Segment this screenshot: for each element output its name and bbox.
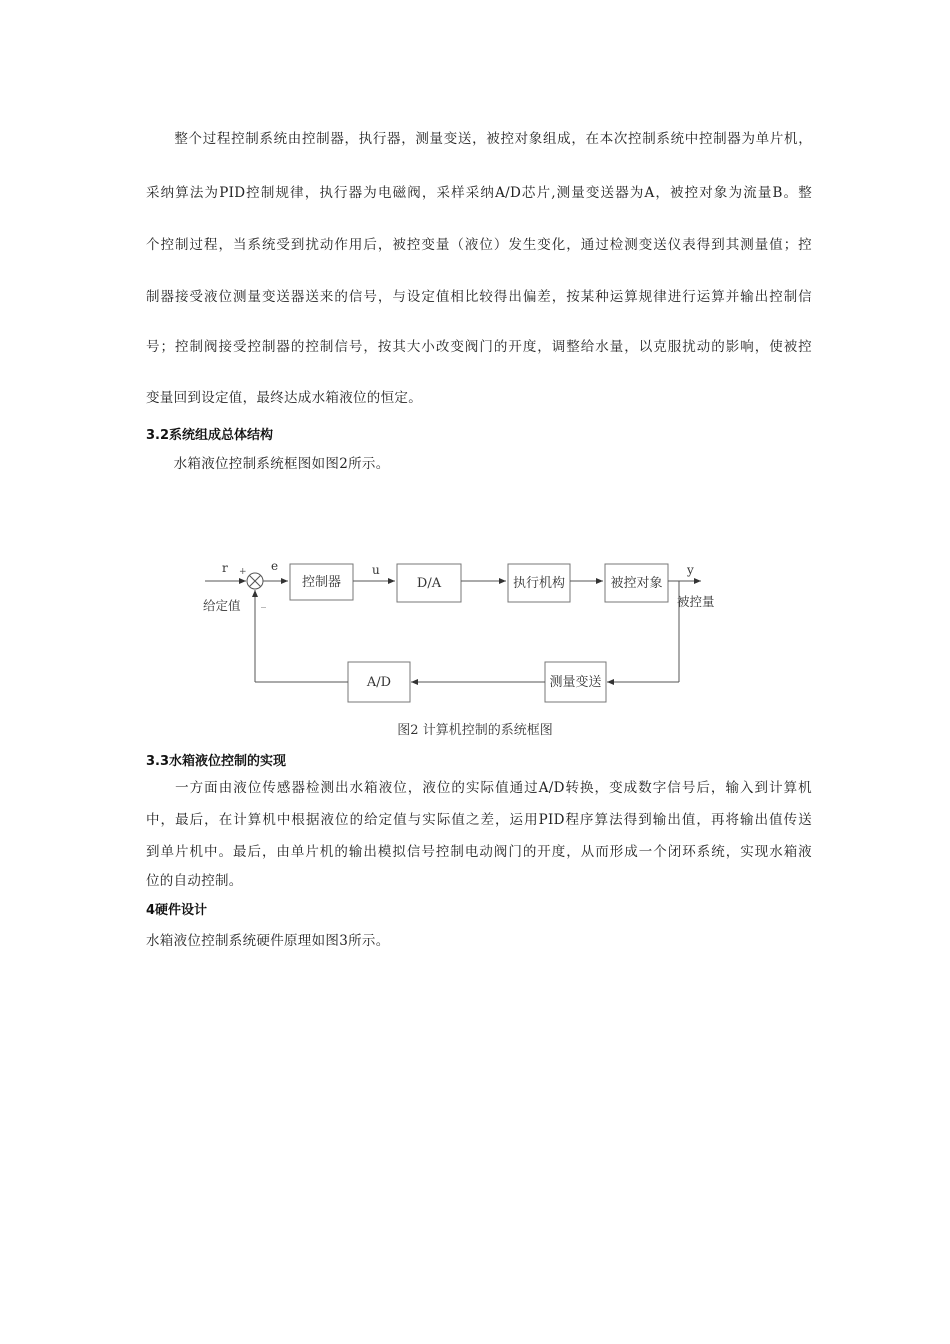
error-symbol: e [271, 559, 279, 573]
intro-line-6: 变量回到设定值，最终达成水箱液位的恒定。 [146, 390, 422, 406]
minus-sign: _ [261, 597, 266, 608]
section-3-3-heading: 3.3水箱液位控制的实现 [146, 754, 287, 769]
figure-2-caption: 图2 计算机控制的系统框图 [397, 723, 553, 738]
section-3-3-line-3: 到单片机中。最后，由单片机的输出模拟信号控制电动阀门的开度，从而形成一个闭环系统，实现水箱液 [146, 844, 812, 860]
section-3-3-line-4: 位的自动控制。 [146, 873, 243, 889]
section-4-heading: 4硬件设计 [146, 903, 208, 918]
input-symbol: r [222, 561, 228, 575]
intro-line-5: 号；控制阀接受控制器的控制信号，按其大小改变阀门的开度，调整给水量，以克服扰动的影响，使被控 [146, 339, 812, 355]
ad-label: A/D [366, 675, 392, 690]
intro-line-3: 个控制过程，当系统受到扰动作用后，被控变量（液位）发生变化，通过检测变送仪表得到其测量值；控 [146, 237, 812, 253]
control-symbol: u [372, 563, 380, 577]
summing-junction [247, 573, 263, 589]
input-label: 给定值 [203, 598, 241, 613]
da-label: D/A [416, 576, 442, 591]
section-3-3-line-2: 中，最后，在计算机中根据液位的给定值与实际值之差，运用PID程序算法得到输出值，再将输出值传送 [146, 812, 812, 828]
plant-label: 被控对象 [610, 576, 663, 591]
section-3-2-heading: 3.2系统组成总体结构 [146, 428, 274, 443]
section-4-text: 水箱液位控制系统硬件原理如图3所示。 [146, 933, 390, 949]
sensor-label: 测量变送 [549, 675, 602, 690]
plus-sign: + [239, 567, 247, 577]
actuator-label: 执行机构 [512, 576, 566, 591]
control-block-diagram [195, 550, 735, 710]
intro-line-2: 采纳算法为PID控制规律，执行器为电磁阀，采样采纳A/D芯片,测量变送器为A，被控对象为流量B。整 [146, 185, 812, 201]
section-3-3-line-1: 一方面由液位传感器检测出水箱液位，液位的实际值通过A/D转换，变成数字信号后，输入到计算机 [146, 780, 812, 796]
intro-line-1: 整个过程控制系统由控制器，执行器，测量变送，被控对象组成，在本次控制系统中控制器为单片机， [146, 131, 812, 147]
output-symbol: y [687, 563, 694, 577]
section-3-2-text: 水箱液位控制系统框图如图2所示。 [146, 456, 390, 472]
intro-line-4: 制器接受液位测量变送器送来的信号，与设定值相比较得出偏差，按某种运算规律进行运算并输出控制信 [146, 289, 812, 305]
controller-label: 控制器 [301, 575, 342, 590]
output-label: 被控量 [677, 594, 715, 609]
